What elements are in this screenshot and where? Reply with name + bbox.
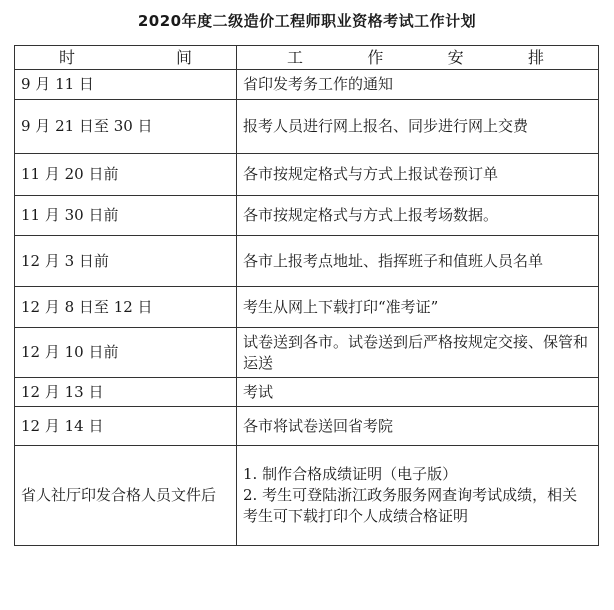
table-row: [15, 328, 599, 378]
time-cell: 11 月 30 日前: [15, 196, 237, 236]
work-cell: 各市将试卷送回省考院: [237, 407, 599, 446]
time-cell: 12 月 14 日: [15, 407, 237, 446]
work-cell: 报考人员进行网上报名、同步进行网上交费: [237, 100, 599, 154]
work-cell: 考试: [237, 378, 599, 407]
table-row: [15, 236, 599, 287]
header-time-char: 时: [59, 48, 76, 67]
header-work-char: 工: [287, 48, 304, 67]
document-title: 2020年度二级造价工程师职业资格考试工作计划: [137, 12, 477, 30]
header-work-char: 作: [367, 48, 384, 67]
header-work-char: 排: [527, 48, 544, 67]
table-row: [15, 70, 599, 100]
time-cell: 12 月 3 日前: [15, 236, 237, 287]
time-cell: 省人社厅印发合格人员文件后: [15, 446, 237, 546]
work-cell: 试卷送到各市。试卷送到后严格按规定交接、保管和运送: [237, 328, 599, 378]
table-row: [15, 287, 599, 328]
time-cell: 9 月 11 日: [15, 70, 237, 100]
table-row: [15, 378, 599, 407]
work-cell: 各市按规定格式与方式上报考场数据。: [237, 196, 599, 236]
header-work: [237, 46, 599, 70]
work-cell: 考生从网上下载打印“准考证”: [237, 287, 599, 328]
work-cell: 各市上报考点地址、指挥班子和值班人员名单: [237, 236, 599, 287]
header-time-char: 间: [175, 48, 192, 67]
table-row: [15, 446, 599, 546]
time-cell: 12 月 10 日前: [15, 328, 237, 378]
time-cell: 9 月 21 日至 30 日: [15, 100, 237, 154]
header-time: [15, 46, 237, 70]
table-row: [15, 407, 599, 446]
work-plan-table: [14, 45, 599, 546]
table-header-row: [15, 46, 599, 70]
table-row: [15, 196, 599, 236]
table-row: [15, 154, 599, 196]
work-cell: 1. 制作合格成绩证明（电子版） 2. 考生可登陆浙江政务服务网查询考试成绩，相关考生可下载打印个人成绩合格证明: [237, 446, 599, 546]
time-cell: 12 月 8 日至 12 日: [15, 287, 237, 328]
time-cell: 11 月 20 日前: [15, 154, 237, 196]
time-cell: 12 月 13 日: [15, 378, 237, 407]
work-cell: 各市按规定格式与方式上报试卷预订单: [237, 154, 599, 196]
work-cell: 省印发考务工作的通知: [237, 70, 599, 100]
table-row: [15, 100, 599, 154]
header-work-char: 安: [447, 48, 464, 67]
